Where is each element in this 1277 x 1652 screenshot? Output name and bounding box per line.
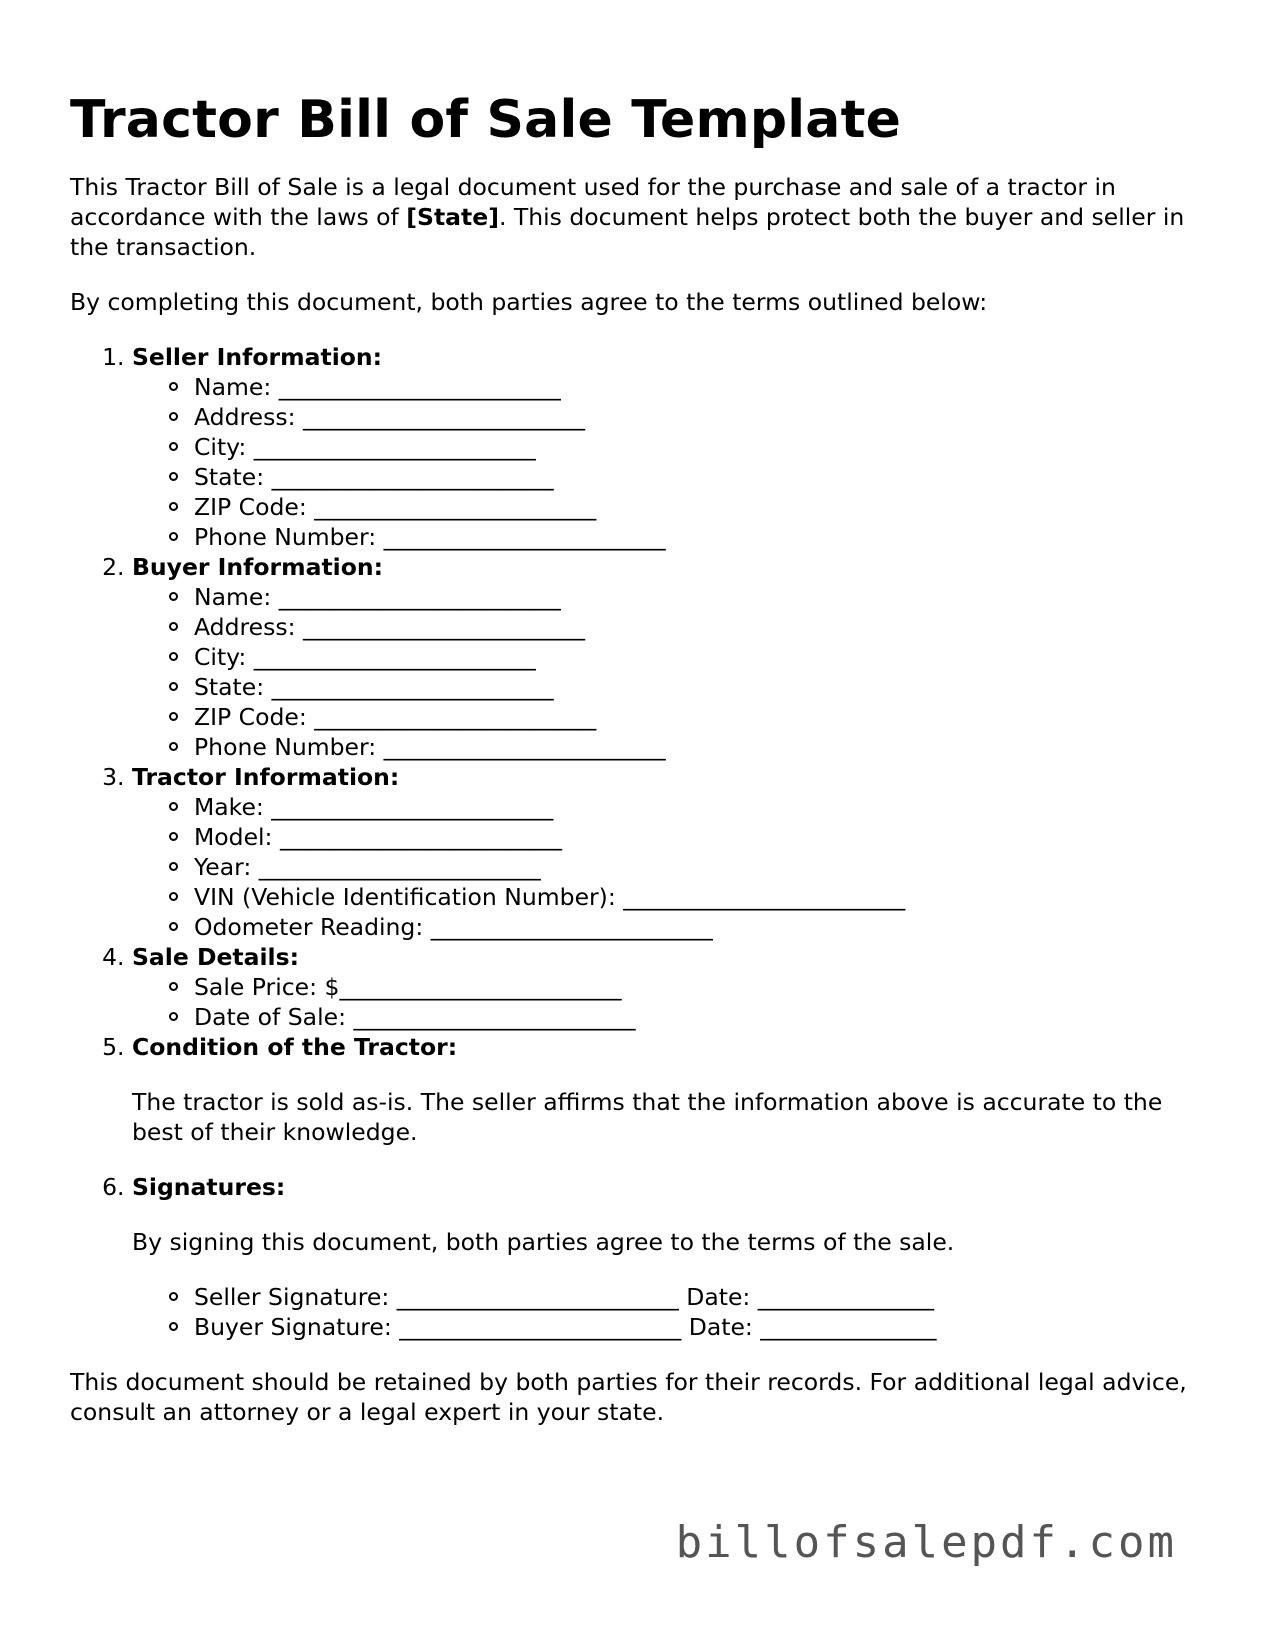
tractor-odometer-field[interactable]: Odometer Reading: ________________________ bbox=[132, 912, 1210, 942]
tractor-vin-field[interactable]: VIN (Vehicle Identification Number): ________________________ bbox=[132, 882, 1210, 912]
buyer-phone-field[interactable]: Phone Number: ________________________ bbox=[132, 732, 1210, 762]
circle-bullet-icon bbox=[169, 1292, 178, 1301]
sections-list bbox=[70, 342, 1210, 1342]
tractor-model-field[interactable]: Model: ________________________ bbox=[132, 822, 1210, 852]
section-signatures bbox=[132, 1172, 1210, 1342]
sale-price-field[interactable]: Sale Price: $________________________ bbox=[132, 972, 1210, 1002]
circle-bullet-icon bbox=[169, 682, 178, 691]
section-condition bbox=[132, 1032, 1210, 1147]
page-title: Tractor Bill of Sale Template bbox=[70, 90, 902, 150]
buyer-city-field[interactable]: City: ________________________ bbox=[132, 642, 1210, 672]
circle-bullet-icon bbox=[169, 532, 178, 541]
condition-text: The tractor is sold as-is. The seller affirms that the information above is accurate to the best of their knowledge. bbox=[132, 1088, 1163, 1146]
section-title: Sale Details: bbox=[132, 943, 299, 971]
section-tractor bbox=[132, 762, 1210, 942]
section-title: Tractor Information: bbox=[132, 763, 400, 791]
section-title: Buyer Information: bbox=[132, 553, 384, 581]
section-sale bbox=[132, 942, 1210, 1032]
intro-text-before: This Tractor Bill of Sale is a legal document used for the purchase and sale of a tractor in accordance with the laws of bbox=[70, 173, 1116, 231]
intro-paragraph bbox=[70, 172, 1210, 262]
seller-fields bbox=[132, 372, 1210, 552]
buyer-signature-field[interactable]: Buyer Signature: ________________________ Date: _______________ bbox=[132, 1312, 1210, 1342]
state-placeholder: [State] bbox=[406, 203, 499, 231]
circle-bullet-icon bbox=[169, 832, 178, 841]
signatures-text: By signing this document, both parties agree to the terms of the sale. bbox=[132, 1228, 955, 1256]
buyer-state-field[interactable]: State: ________________________ bbox=[132, 672, 1210, 702]
circle-bullet-icon bbox=[169, 622, 178, 631]
buyer-fields bbox=[132, 582, 1210, 762]
section-title: Seller Information: bbox=[132, 343, 383, 371]
circle-bullet-icon bbox=[169, 982, 178, 991]
circle-bullet-icon bbox=[169, 382, 178, 391]
seller-city-field[interactable]: City: ________________________ bbox=[132, 432, 1210, 462]
circle-bullet-icon bbox=[169, 652, 178, 661]
circle-bullet-icon bbox=[169, 1012, 178, 1021]
agreement-paragraph: By completing this document, both parties agree to the terms outlined below: bbox=[70, 288, 988, 316]
circle-bullet-icon bbox=[169, 802, 178, 811]
watermark-logo: billofsalepdf.com bbox=[675, 1517, 1177, 1568]
circle-bullet-icon bbox=[169, 892, 178, 901]
circle-bullet-icon bbox=[169, 472, 178, 481]
buyer-address-field[interactable]: Address: ________________________ bbox=[132, 612, 1210, 642]
seller-state-field[interactable]: State: ________________________ bbox=[132, 462, 1210, 492]
closing-paragraph: This document should be retained by both parties for their records. For additional legal advice, consult an attorney or a legal expert in your state. bbox=[70, 1368, 1187, 1426]
document-page bbox=[70, 88, 1210, 1427]
tractor-make-field[interactable]: Make: ________________________ bbox=[132, 792, 1210, 822]
buyer-name-field[interactable]: Name: ________________________ bbox=[132, 582, 1210, 612]
section-buyer bbox=[132, 552, 1210, 762]
circle-bullet-icon bbox=[169, 412, 178, 421]
seller-zip-field[interactable]: ZIP Code: ________________________ bbox=[132, 492, 1210, 522]
circle-bullet-icon bbox=[169, 742, 178, 751]
circle-bullet-icon bbox=[169, 502, 178, 511]
section-title: Condition of the Tractor: bbox=[132, 1033, 458, 1061]
seller-phone-field[interactable]: Phone Number: ________________________ bbox=[132, 522, 1210, 552]
circle-bullet-icon bbox=[169, 592, 178, 601]
section-seller bbox=[132, 342, 1210, 552]
circle-bullet-icon bbox=[169, 712, 178, 721]
circle-bullet-icon bbox=[169, 1322, 178, 1331]
section-title: Signatures: bbox=[132, 1173, 286, 1201]
sale-fields bbox=[132, 972, 1210, 1032]
tractor-fields bbox=[132, 792, 1210, 942]
signature-fields bbox=[132, 1282, 1210, 1342]
circle-bullet-icon bbox=[169, 862, 178, 871]
circle-bullet-icon bbox=[169, 922, 178, 931]
circle-bullet-icon bbox=[169, 442, 178, 451]
tractor-year-field[interactable]: Year: ________________________ bbox=[132, 852, 1210, 882]
sale-date-field[interactable]: Date of Sale: ________________________ bbox=[132, 1002, 1210, 1032]
seller-name-field[interactable]: Name: ________________________ bbox=[132, 372, 1210, 402]
buyer-zip-field[interactable]: ZIP Code: ________________________ bbox=[132, 702, 1210, 732]
seller-address-field[interactable]: Address: ________________________ bbox=[132, 402, 1210, 432]
intro-text-after: . This document helps protect both the buyer and seller in the transaction. bbox=[70, 203, 1185, 261]
seller-signature-field[interactable]: Seller Signature: ________________________ Date: _______________ bbox=[132, 1282, 1210, 1312]
